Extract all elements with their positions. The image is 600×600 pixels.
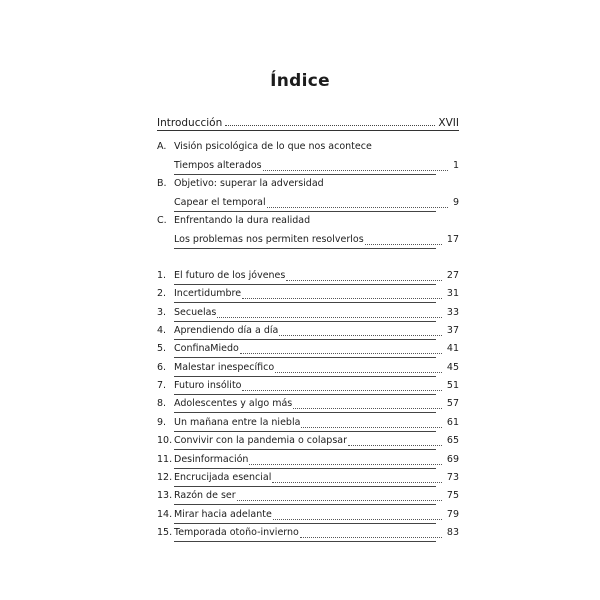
entry-page-number: 45 [446, 361, 459, 373]
entry-divider [174, 357, 436, 358]
entry-page-number: 75 [446, 490, 459, 502]
entry-page-number: 31 [446, 288, 459, 300]
entry-title: Incertidumbre [174, 288, 242, 300]
entry-page-number: 33 [446, 306, 459, 318]
chapter-entry [157, 378, 459, 394]
entry-leader [293, 408, 442, 409]
entry-title: Desinformación [174, 453, 249, 465]
chapter-entry [157, 341, 459, 357]
entry-divider [174, 174, 436, 175]
entry-number: 3. [157, 306, 167, 318]
entry-title: Tiempos alterados [174, 159, 262, 171]
entry-number: 13. [157, 490, 173, 502]
entry-divider [174, 248, 436, 249]
entry-title: Visión psicológica de lo que nos acontece [174, 141, 372, 152]
entry-leader [300, 537, 442, 538]
entry-page-number: 41 [446, 343, 459, 355]
chapter-entry [157, 452, 459, 468]
intro-entry [157, 113, 459, 129]
entry-page-number: 57 [446, 398, 459, 410]
section-entry [157, 176, 459, 192]
chapter-entry [157, 286, 459, 302]
entry-divider [174, 412, 436, 413]
chapter-entry [157, 470, 459, 486]
entry-title: Encrucijada esencial [174, 471, 272, 483]
entry-title: Malestar inespecífico [174, 361, 275, 373]
section-entry [157, 139, 459, 155]
entry-title: Convivir con la pandemia o colapsar [174, 435, 347, 447]
entry-page-number: 65 [446, 435, 459, 447]
chapter-entry [157, 305, 459, 321]
entry-number: 10. [157, 435, 173, 447]
entry-page-number: 83 [446, 526, 459, 538]
entry-title: Un mañana entre la niebla [174, 416, 301, 428]
entry-number: C. [157, 215, 167, 226]
entry-number: 15. [157, 526, 173, 538]
entry-page-number: 51 [446, 380, 459, 392]
entry-title: Objetivo: superar la adversidad [174, 178, 324, 189]
chapter-entry [157, 323, 459, 339]
entry-number: 1. [157, 270, 167, 281]
entry-leader [237, 500, 442, 501]
chapter-entry [157, 525, 459, 541]
entry-leader [249, 464, 442, 465]
entry-leader [301, 427, 442, 428]
entry-divider [174, 449, 436, 450]
entry-divider [174, 302, 436, 303]
entry-number: 2. [157, 288, 167, 300]
entry-number: 6. [157, 361, 167, 373]
entry-divider [174, 541, 436, 542]
entry-title: Enfrentando la dura realidad [174, 215, 311, 226]
entry-divider [174, 468, 436, 469]
entry-number: 11. [157, 453, 173, 465]
chapter-entry [157, 433, 459, 449]
entry-leader [279, 335, 442, 336]
entry-divider [174, 523, 436, 524]
intro-divider [157, 130, 459, 131]
entry-title: Temporada otoño-invierno [174, 526, 299, 538]
entry-number: 8. [157, 398, 167, 410]
chapter-entry [157, 507, 459, 523]
entry-title: Capear el temporal [174, 196, 266, 208]
entry-number: 7. [157, 380, 167, 392]
entry-divider [174, 284, 436, 285]
chapter-entry [157, 360, 459, 376]
entry-divider [174, 321, 436, 322]
section-entry [157, 232, 459, 248]
entry-title: Futuro insólito [174, 380, 242, 392]
entry-leader [263, 170, 448, 171]
entry-page-number: 37 [446, 325, 459, 337]
entry-leader [267, 207, 448, 208]
entry-leader [275, 372, 442, 373]
entry-page-number: 61 [446, 416, 459, 428]
entry-page-number: 69 [446, 453, 459, 465]
entry-title: Mirar hacia adelante [174, 508, 272, 520]
entry-divider [174, 394, 436, 395]
chapter-entry [157, 415, 459, 431]
entry-leader [242, 298, 442, 299]
entry-number: B. [157, 178, 167, 189]
entry-title: Razón de ser [174, 490, 236, 502]
entry-number: 12. [157, 471, 173, 483]
entry-page-number: 17 [446, 233, 459, 245]
intro-leader [225, 124, 435, 126]
entry-divider [174, 431, 436, 432]
chapter-entry [157, 488, 459, 504]
entry-divider [174, 486, 436, 487]
chapter-entry [157, 396, 459, 412]
entry-leader [348, 445, 442, 446]
entry-leader [272, 482, 442, 483]
intro-page: XVII [438, 117, 459, 129]
entry-divider [174, 504, 436, 505]
entry-divider [174, 211, 436, 212]
entry-title: Adolescentes y algo más [174, 398, 293, 410]
page-title: Índice [270, 71, 330, 91]
entry-leader [242, 390, 442, 391]
entry-number: 9. [157, 416, 167, 428]
entry-page-number: 9 [452, 196, 459, 208]
entry-page-number: 73 [446, 471, 459, 483]
entry-page-number: 27 [446, 270, 459, 281]
entry-leader [240, 353, 442, 354]
entry-title: Los problemas nos permiten resolverlos [174, 233, 364, 245]
section-entry [157, 195, 459, 211]
entry-title: Aprendiendo día a día [174, 325, 279, 337]
chapter-entry [157, 268, 459, 284]
entry-title: ConfinaMiedo [174, 343, 239, 355]
section-entry [157, 158, 459, 174]
entry-divider [174, 339, 436, 340]
entry-number: 4. [157, 325, 167, 337]
entry-number: A. [157, 141, 167, 152]
entry-page-number: 79 [446, 508, 459, 520]
section-entry [157, 213, 459, 229]
entry-leader [217, 317, 442, 318]
entry-leader [286, 280, 442, 281]
entry-title: Secuelas [174, 306, 217, 318]
entry-title: El futuro de los jóvenes [174, 270, 286, 281]
entry-divider [174, 376, 436, 377]
entry-leader [365, 244, 442, 245]
entry-number: 14. [157, 508, 173, 520]
entry-leader [273, 519, 442, 520]
entry-page-number: 1 [452, 159, 459, 171]
intro-label: Introducción [157, 117, 223, 129]
entry-number: 5. [157, 343, 167, 355]
